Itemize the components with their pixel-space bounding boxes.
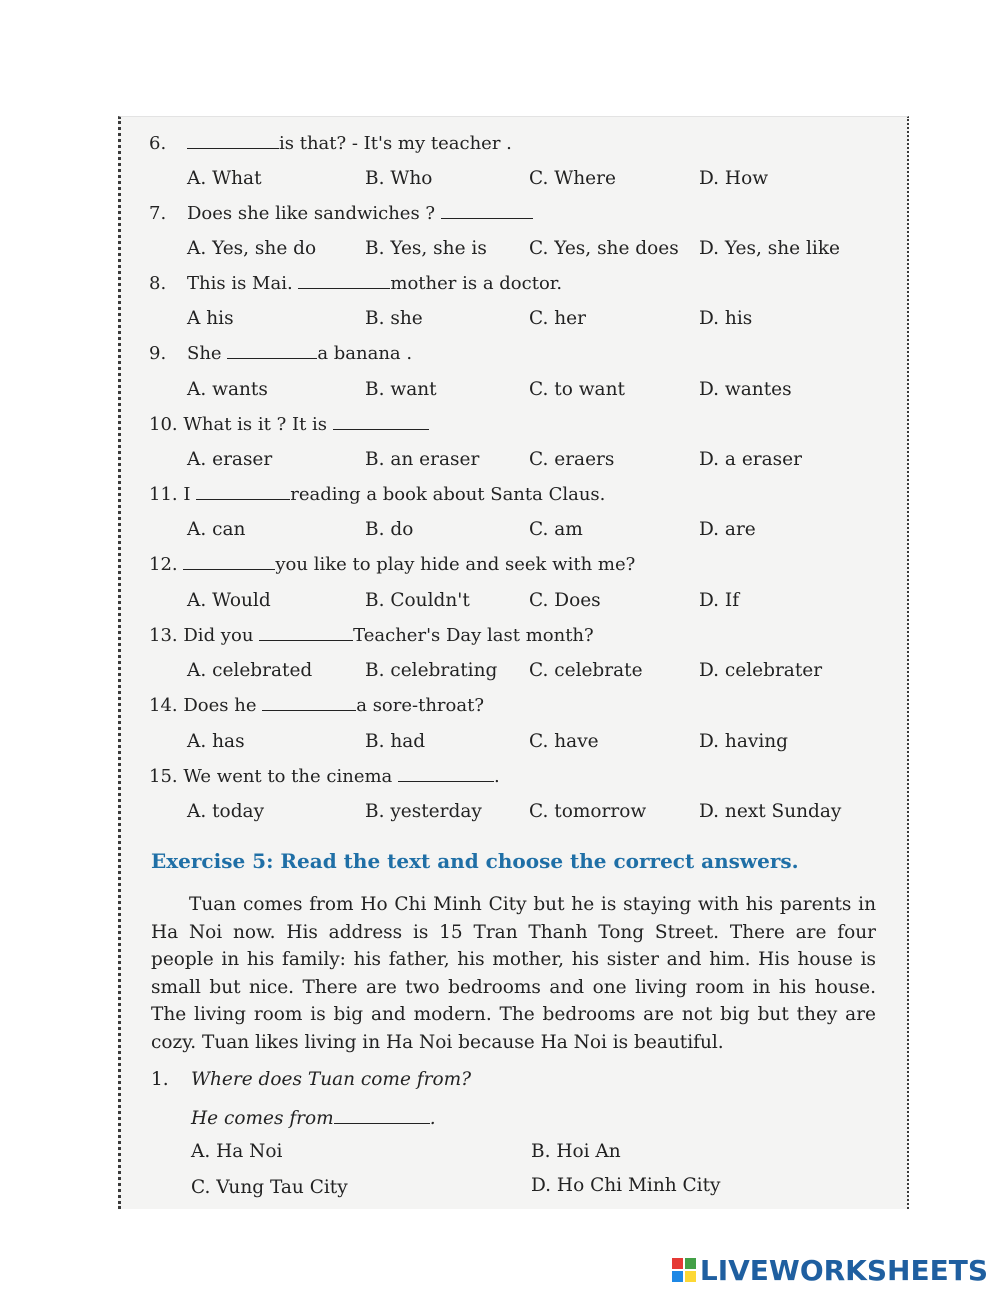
reading-answer-line xyxy=(191,1105,436,1129)
option-a[interactable]: A. Would xyxy=(187,590,271,611)
option-b[interactable]: B. yesterday xyxy=(365,801,482,822)
question-pre: We went to the cinema xyxy=(183,766,398,787)
reading-passage: Tuan comes from Ho Chi Minh City but he is staying with his parents in Ha Noi now. His address is 15 Tran Thanh Tong Street. There are four people in his family: his father, his mother, his sister and him. His house is small but nice. There are two bedrooms and one living room in his house. The living room is big and modern. The bedrooms are not big but they are cozy. Tuan likes living in Ha Noi because Ha Noi is beautiful. xyxy=(151,894,876,1053)
reading-option-b[interactable]: B. Hoi An xyxy=(531,1141,621,1162)
answer-blank[interactable] xyxy=(334,1105,430,1124)
reading-option-d[interactable]: D. Ho Chi Minh City xyxy=(531,1175,721,1196)
question-text xyxy=(149,478,605,512)
question-post: you like to play hide and seek with me? xyxy=(275,554,636,575)
question-14 xyxy=(121,689,907,723)
option-c[interactable]: C. tomorrow xyxy=(529,801,647,822)
question-pre: Does he xyxy=(183,695,263,716)
question-number: 11. xyxy=(149,484,178,505)
question-9 xyxy=(121,337,907,371)
question-pre: She xyxy=(187,343,228,364)
question-number: 9. xyxy=(149,343,167,364)
reading-question-number: 1. xyxy=(151,1069,169,1090)
option-d[interactable]: D. celebrater xyxy=(699,660,823,681)
question-post: Teacher's Day last month? xyxy=(353,625,594,646)
answer-blank[interactable] xyxy=(196,481,290,500)
option-c[interactable]: C. Yes, she does xyxy=(529,238,679,259)
question-pre: What is it ? It is xyxy=(183,414,333,435)
option-b[interactable]: B. she xyxy=(365,308,423,329)
option-a[interactable]: A. today xyxy=(187,801,265,822)
option-a[interactable]: A. Yes, she do xyxy=(187,238,317,259)
option-c[interactable]: C. Does xyxy=(529,590,601,611)
question-number: 10. xyxy=(149,414,178,435)
option-d[interactable]: D. his xyxy=(699,308,753,329)
answer-blank[interactable] xyxy=(259,622,353,641)
answer-blank[interactable] xyxy=(398,763,494,782)
option-a[interactable]: A. eraser xyxy=(187,449,273,470)
question-text xyxy=(187,197,533,231)
question-pre: This is Mai. xyxy=(187,273,299,294)
answer-blank[interactable] xyxy=(333,411,429,430)
question-post: a banana . xyxy=(317,343,413,364)
question-pre: I xyxy=(183,484,197,505)
option-a[interactable]: A. What xyxy=(187,168,262,189)
question-11 xyxy=(121,478,907,512)
option-b[interactable]: B. do xyxy=(365,519,414,540)
option-c[interactable]: C. have xyxy=(529,731,599,752)
reading-question-text: Where does Tuan come from? xyxy=(191,1069,472,1090)
option-a[interactable]: A. has xyxy=(187,731,245,752)
question-text xyxy=(149,548,635,582)
option-a[interactable]: A. celebrated xyxy=(187,660,313,681)
brand-name: LIVEWORKSHEETS xyxy=(699,1253,988,1287)
question-text xyxy=(149,619,594,653)
option-c[interactable]: C. celebrate xyxy=(529,660,643,681)
answer-blank[interactable] xyxy=(298,270,390,289)
question-7 xyxy=(121,197,907,231)
reading-option-c[interactable]: C. Vung Tau City xyxy=(191,1177,348,1198)
option-d[interactable]: D. If xyxy=(699,590,740,611)
option-b[interactable]: B. an eraser xyxy=(365,449,480,470)
option-a[interactable]: A. can xyxy=(187,519,246,540)
worksheet-page xyxy=(118,116,909,1209)
option-a[interactable]: A his xyxy=(187,308,234,329)
option-a[interactable]: A. wants xyxy=(187,379,268,400)
answer-blank[interactable] xyxy=(227,340,317,359)
answer-blank[interactable] xyxy=(441,200,533,219)
question-number: 8. xyxy=(149,273,167,294)
question-number: 14. xyxy=(149,695,178,716)
question-post: a sore-throat? xyxy=(356,695,484,716)
question-post: reading a book about Santa Claus. xyxy=(290,484,606,505)
question-number: 6. xyxy=(149,133,167,154)
exercise-5-title: Exercise 5: Read the text and choose the correct answers. xyxy=(151,849,799,873)
answer-suffix: . xyxy=(429,1108,436,1129)
reading-option-a[interactable]: A. Ha Noi xyxy=(191,1141,283,1162)
answer-prefix: He comes from xyxy=(191,1108,334,1129)
option-d[interactable]: D. are xyxy=(699,519,756,540)
question-13 xyxy=(121,619,907,653)
answer-blank[interactable] xyxy=(183,551,275,570)
question-text xyxy=(149,760,500,794)
option-c[interactable]: C. to want xyxy=(529,379,625,400)
question-8 xyxy=(121,267,907,301)
question-pre: Did you xyxy=(183,625,260,646)
option-d[interactable]: D. wantes xyxy=(699,379,792,400)
liveworksheets-logo xyxy=(672,1252,988,1288)
answer-blank[interactable] xyxy=(262,692,356,711)
question-text xyxy=(149,689,484,723)
question-number: 7. xyxy=(149,203,167,224)
question-text xyxy=(149,408,429,442)
question-12 xyxy=(121,548,907,582)
option-c[interactable]: C. her xyxy=(529,308,586,329)
option-b[interactable]: B. had xyxy=(365,731,426,752)
question-text xyxy=(187,337,412,371)
question-text xyxy=(187,127,512,161)
question-post: mother is a doctor. xyxy=(390,273,563,294)
option-c[interactable]: C. am xyxy=(529,519,583,540)
question-number: 15. xyxy=(149,766,178,787)
option-b[interactable]: B. Couldn't xyxy=(365,590,470,611)
question-10 xyxy=(121,408,907,442)
question-pre: Does she like sandwiches ? xyxy=(187,203,441,224)
question-post: . xyxy=(494,766,500,787)
question-post: is that? - It's my teacher . xyxy=(279,133,512,154)
option-d[interactable]: D. Yes, she like xyxy=(699,238,840,259)
question-number: 13. xyxy=(149,625,178,646)
option-b[interactable]: B. Yes, she is xyxy=(365,238,487,259)
question-6 xyxy=(121,127,907,161)
question-text xyxy=(187,267,562,301)
option-d[interactable]: D. a eraser xyxy=(699,449,802,470)
option-c[interactable]: C. Where xyxy=(529,168,616,189)
option-d[interactable]: D. How xyxy=(699,168,769,189)
option-b[interactable]: B. celebrating xyxy=(365,660,498,681)
option-c[interactable]: C. eraers xyxy=(529,449,615,470)
question-number: 12. xyxy=(149,554,178,575)
option-b[interactable]: B. Who xyxy=(365,168,433,189)
answer-blank[interactable] xyxy=(187,130,279,149)
option-b[interactable]: B. want xyxy=(365,379,437,400)
option-d[interactable]: D. having xyxy=(699,731,789,752)
option-d[interactable]: D. next Sunday xyxy=(699,801,842,822)
brand-grid-icon xyxy=(672,1258,696,1282)
question-15 xyxy=(121,760,907,794)
